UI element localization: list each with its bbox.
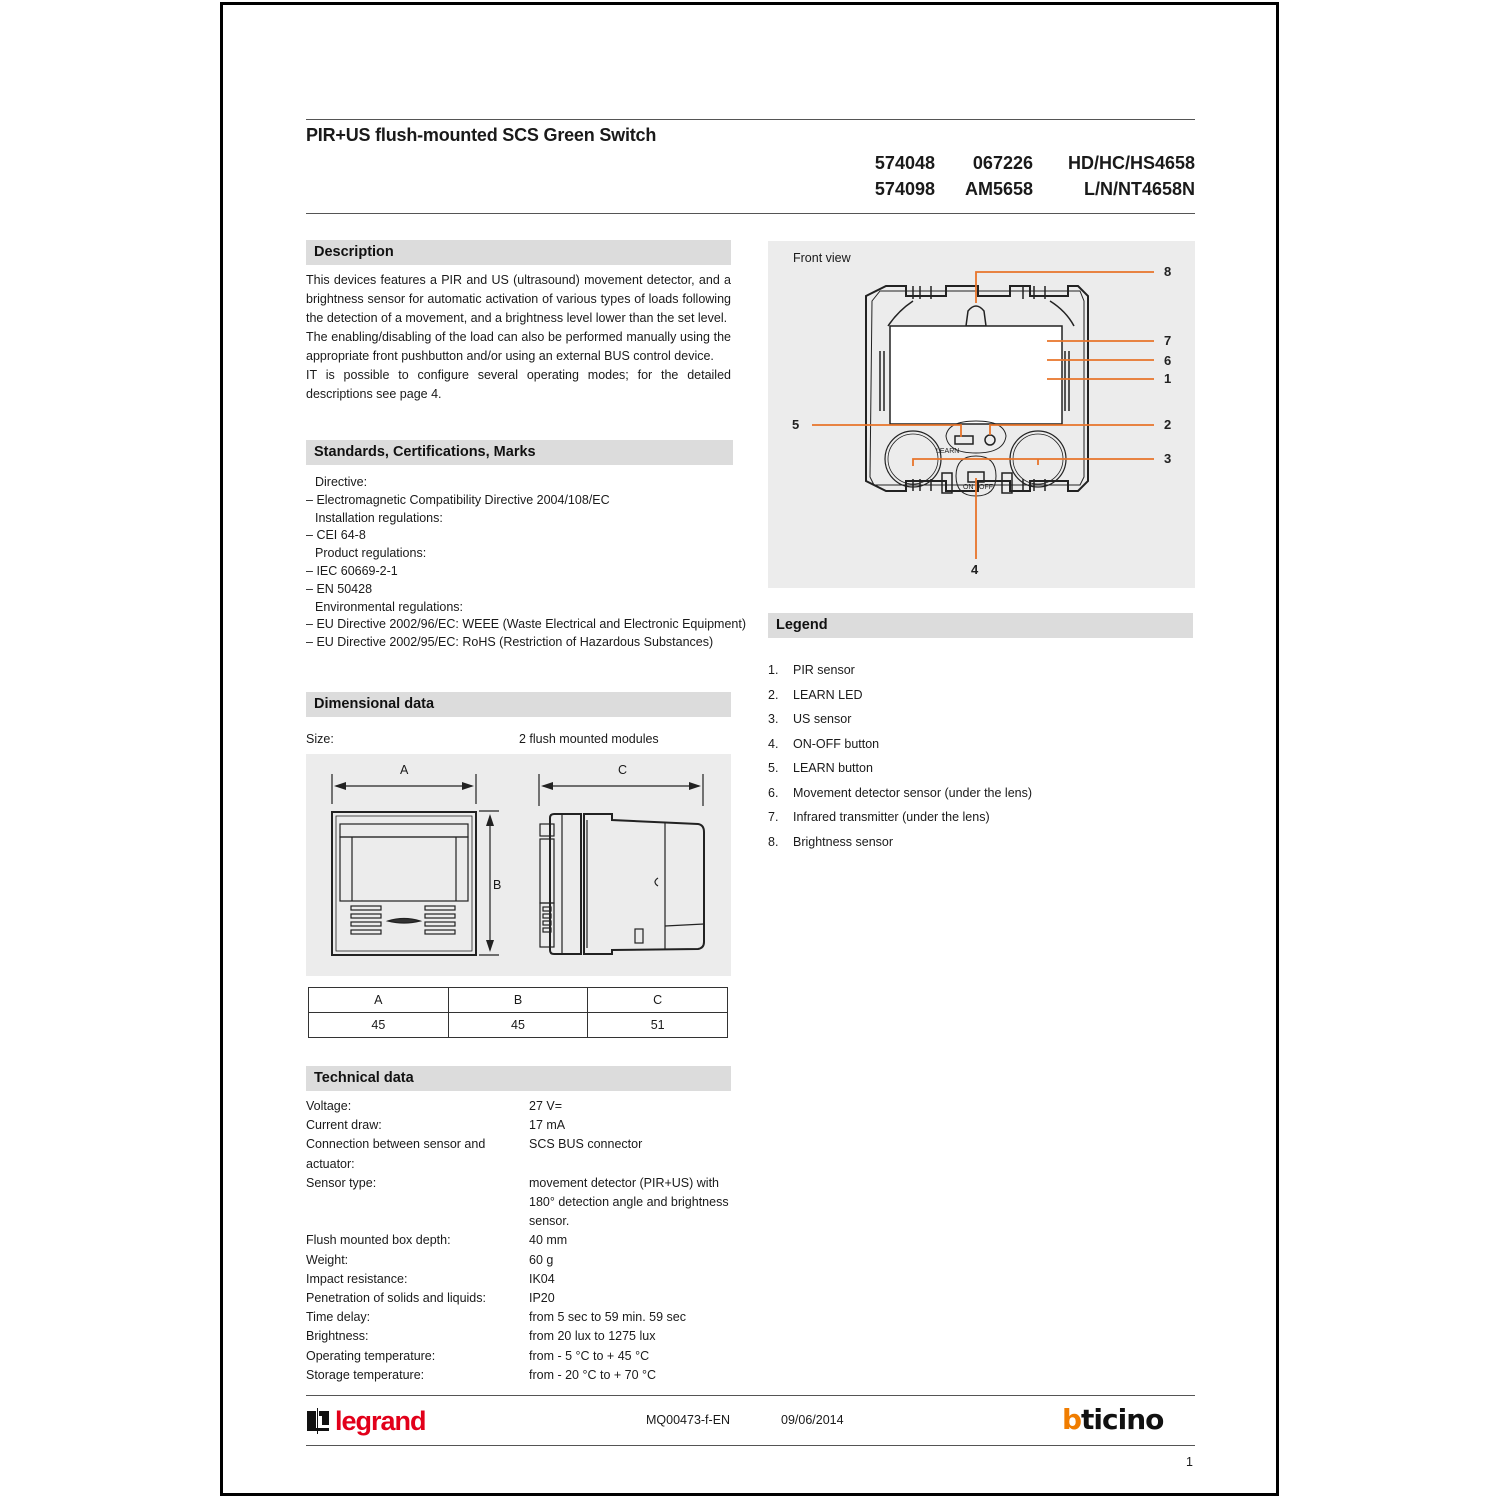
tech-row — [306, 1174, 736, 1232]
learn-label: LEARN — [936, 448, 960, 455]
header-bottom-rule — [306, 213, 1195, 214]
dimension-table — [308, 987, 728, 1038]
standards-item: – EU Directive 2002/96/EC: WEEE (Waste Electrical and Electronic Equipment) — [306, 616, 736, 634]
tech-label: Voltage: — [306, 1099, 352, 1113]
document-code: MQ00473-f-EN — [646, 1413, 731, 1427]
callout-number: 5 — [792, 417, 800, 432]
section-heading-legend: Legend — [768, 613, 1193, 638]
tech-value: SCS BUS connector — [529, 1137, 643, 1152]
dim-label-c: C — [618, 763, 628, 777]
callout-line-5 — [812, 425, 961, 437]
standards-item: – Electromagnetic Compatibility Directive 2004/108/EC — [306, 492, 736, 510]
tech-row — [306, 1327, 736, 1346]
technical-data-list — [306, 1097, 736, 1385]
tech-label: Flush mounted box depth: — [306, 1233, 451, 1248]
front-view-svg — [768, 241, 1195, 588]
front-view-diagram — [768, 241, 1195, 588]
legend-item — [768, 707, 1193, 732]
callout-line-2 — [990, 425, 1154, 435]
dimension-header-cell: A — [309, 988, 449, 1013]
dimension-table-value-row — [309, 1013, 728, 1038]
tech-label: Connection between sensor and actuator: — [306, 1137, 486, 1171]
size-label: Size: — [306, 732, 334, 746]
legend-item — [768, 683, 1193, 708]
tech-row — [306, 1251, 736, 1270]
tech-row — [306, 1231, 736, 1250]
tech-value: from 5 sec to 59 min. 59 sec — [529, 1310, 687, 1325]
code-row — [840, 176, 1195, 202]
tech-value: 17 mA — [529, 1118, 566, 1133]
legend-text: US sensor — [793, 712, 852, 726]
tech-row — [306, 1347, 736, 1366]
tech-row — [306, 1289, 736, 1308]
tech-value: movement detector (PIR+US) with 180° detection angle and brightness sensor. — [529, 1175, 729, 1229]
callout-number: 6 — [1164, 353, 1172, 368]
description-paragraph: The enabling/disabling of the load can also be performed manually using the appropriate front pushbutton and/or using an external BUS control device. — [306, 330, 731, 363]
learn-led — [985, 435, 995, 445]
standards-label: Environmental regulations: — [315, 599, 463, 614]
tech-value: from - 20 °C to + 70 °C — [529, 1367, 657, 1382]
footer-bottom-rule — [306, 1445, 1195, 1446]
standards-item: – IEC 60669-2-1 — [306, 563, 736, 581]
dimension-drawing-svg — [306, 754, 731, 976]
tech-value: 27 V= — [529, 1099, 563, 1113]
tech-label: Sensor type: — [306, 1175, 377, 1190]
legend-number: 5. — [768, 761, 779, 775]
legend-number: 7. — [768, 810, 779, 824]
legend-item — [768, 781, 1193, 806]
legend-number: 2. — [768, 687, 779, 702]
legend-list — [768, 658, 1193, 854]
legend-item — [768, 830, 1193, 855]
front-view-title: Front view — [793, 251, 851, 265]
legend-number: 1. — [768, 663, 779, 677]
callout-number: 1 — [1164, 371, 1172, 386]
legend-text: LEARN button — [793, 761, 873, 775]
section-heading-description: Description — [306, 240, 731, 265]
tech-row — [306, 1097, 736, 1116]
callout-number: 3 — [1164, 451, 1172, 466]
document-date: 09/06/2014 — [781, 1413, 844, 1427]
description-text — [306, 271, 731, 404]
tech-label: Penetration of solids and liquids: — [306, 1291, 486, 1306]
tech-label: Storage temperature: — [306, 1367, 425, 1382]
legend-item — [768, 805, 1193, 830]
dimension-table-header-row — [309, 988, 728, 1013]
dimension-drawing — [306, 754, 731, 976]
legrand-logo-icon — [306, 1408, 330, 1434]
pir-lens — [890, 326, 1062, 424]
tech-value: from - 5 °C to + 45 °C — [529, 1348, 650, 1363]
legend-text: Brightness sensor — [793, 834, 894, 849]
tech-label: Operating temperature: — [306, 1348, 436, 1363]
tech-label: Time delay: — [306, 1310, 371, 1325]
legend-number: 6. — [768, 785, 779, 800]
standards-label: Product regulations: — [315, 546, 427, 561]
bticino-logo-b: b — [1062, 1403, 1082, 1436]
tech-row — [306, 1270, 736, 1289]
legrand-logo-text: legrand — [335, 1406, 426, 1436]
side-device-outline — [550, 814, 581, 954]
tech-value: IP20 — [529, 1291, 555, 1306]
legend-text: ON-OFF button — [793, 736, 880, 751]
tech-row — [306, 1116, 736, 1135]
page-number: 1 — [1186, 1455, 1193, 1469]
standards-item: – CEI 64-8 — [306, 527, 736, 545]
footer-top-rule — [306, 1395, 1195, 1396]
tech-value: 40 mm — [529, 1233, 568, 1248]
document-title: PIR+US flush-mounted SCS Green Switch — [306, 125, 657, 145]
tech-label: Current draw: — [306, 1118, 382, 1133]
callout-number: 7 — [1164, 333, 1172, 348]
callout-line-3 — [913, 459, 1154, 466]
code: HD/HC/HS4658 — [1067, 153, 1195, 173]
tech-row — [306, 1366, 736, 1385]
tech-label: Impact resistance: — [306, 1271, 408, 1286]
tech-row — [306, 1308, 736, 1327]
standards-label: Directive: — [315, 475, 368, 489]
callout-line-8 — [976, 272, 1154, 303]
tech-value: from 20 lux to 1275 lux — [529, 1329, 656, 1344]
standards-item: – EN 50428 — [306, 581, 736, 599]
code: 067226 — [972, 153, 1033, 173]
dimension-value-cell: 45 — [309, 1013, 449, 1038]
standards-label: Installation regulations: — [315, 510, 443, 525]
legend-text: PIR sensor — [793, 663, 855, 677]
tech-value: 60 g — [529, 1252, 554, 1267]
tech-label: Brightness: — [306, 1329, 369, 1344]
code-row — [840, 150, 1195, 176]
section-heading-dimensional: Dimensional data — [306, 692, 731, 717]
legend-item — [768, 732, 1193, 757]
dimension-header-cell: C — [588, 988, 728, 1013]
tech-label: Weight: — [306, 1252, 349, 1267]
legend-item — [768, 756, 1193, 781]
legend-text: LEARN LED — [793, 687, 863, 702]
bticino-logo — [1062, 1404, 1163, 1436]
code: 574098 — [874, 179, 935, 199]
description-paragraph: This devices features a PIR and US (ultrasound) movement detector, and a brightness sensor for automatic activation of various types of loads following the detection of a movement, and a brightness level lower than the set level. — [306, 273, 731, 325]
dimension-header-cell: B — [448, 988, 588, 1013]
code: L/N/NT4658N — [1083, 179, 1195, 199]
dimension-value-cell: 45 — [448, 1013, 588, 1038]
off-label: OFF — [979, 484, 993, 491]
on-label: ON — [963, 484, 974, 491]
standards-item: – EU Directive 2002/95/EC: RoHS (Restriction of Hazardous Substances) — [306, 634, 736, 652]
tech-row — [306, 1135, 736, 1173]
legend-number: 3. — [768, 712, 779, 726]
legend-item — [768, 658, 1193, 683]
tech-value: IK04 — [529, 1271, 555, 1286]
dimension-value-cell: 51 — [588, 1013, 728, 1038]
callout-number: 2 — [1164, 417, 1172, 432]
dim-label-a: A — [400, 763, 409, 777]
bticino-logo-text: ticino — [1081, 1403, 1164, 1436]
code: AM5658 — [964, 179, 1033, 199]
callout-number: 4 — [971, 562, 979, 577]
section-heading-technical: Technical data — [306, 1066, 731, 1091]
learn-button — [955, 436, 973, 444]
description-paragraph: IT is possible to configure several operating modes; for the detailed descriptions see page 4. — [306, 368, 731, 401]
legend-text: Infrared transmitter (under the lens) — [793, 810, 990, 824]
standards-list — [306, 474, 747, 652]
dim-label-b: B — [493, 878, 502, 892]
section-heading-standards: Standards, Certifications, Marks — [306, 440, 733, 465]
legend-number: 4. — [768, 736, 779, 751]
product-codes — [840, 150, 1195, 202]
code: 574048 — [874, 153, 935, 173]
callout-number: 8 — [1164, 264, 1172, 279]
brightness-sensor — [966, 306, 986, 326]
header-top-rule — [306, 119, 1195, 120]
legend-number: 8. — [768, 834, 779, 849]
legrand-logo — [306, 1404, 426, 1438]
size-value: 2 flush mounted modules — [519, 732, 659, 746]
legend-text: Movement detector sensor (under the lens) — [793, 785, 1033, 800]
